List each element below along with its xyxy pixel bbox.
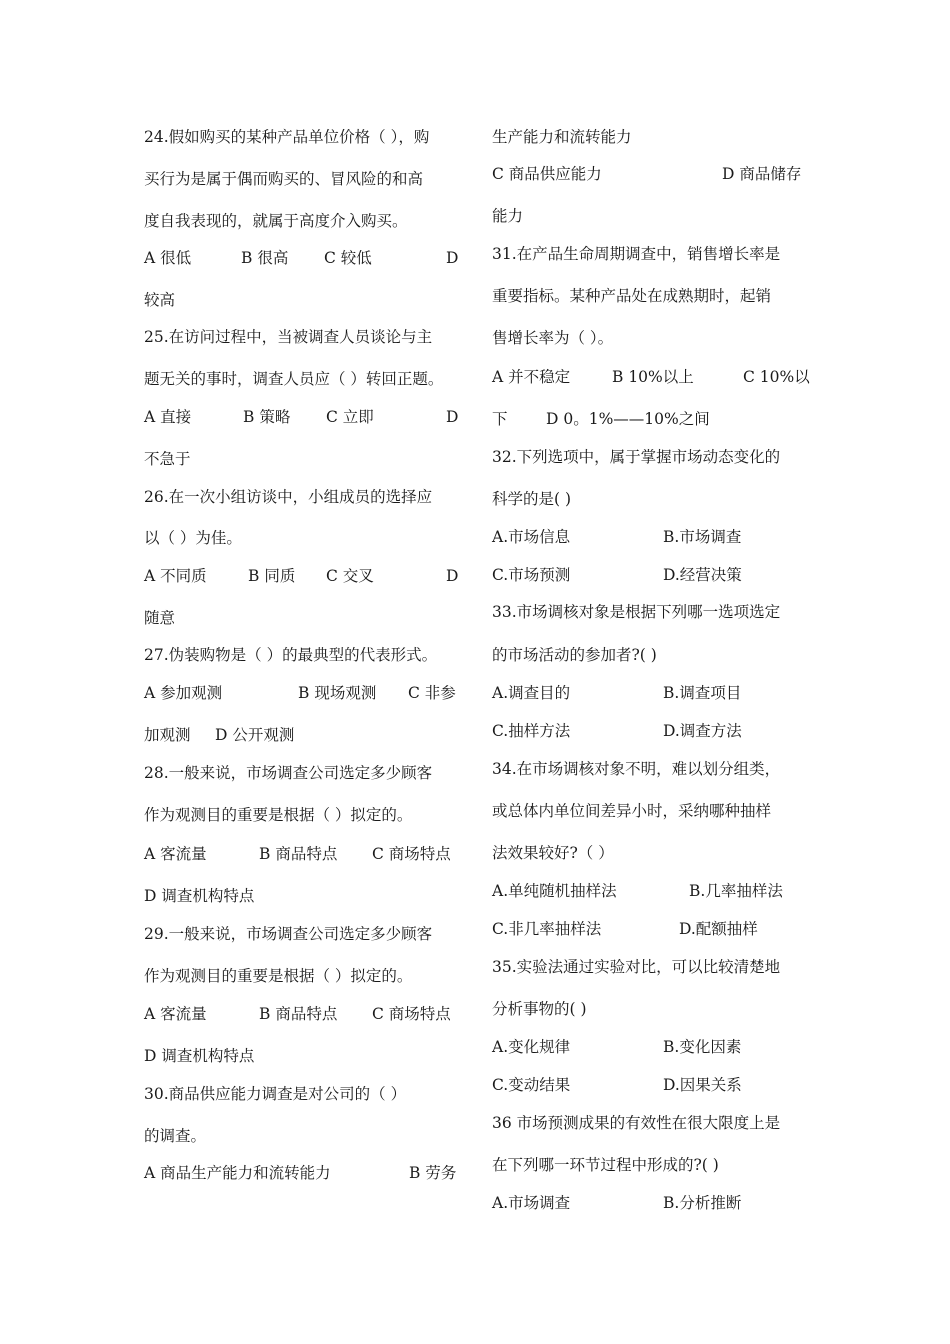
text-line: 科学的是( ) (492, 490, 572, 508)
option: C 10%以 (743, 368, 810, 386)
option: B.几率抽样法 (689, 882, 783, 900)
option: D 0。1%——10%之间 (546, 410, 710, 428)
option: B.调查项目 (663, 684, 742, 702)
text-line: D 调查机构特点 (144, 1047, 255, 1065)
text-line: 的市场活动的参加者?( ) (492, 646, 657, 664)
option: D (446, 408, 459, 426)
option: A.单纯随机抽样法 (492, 882, 617, 900)
option: A.调查目的 (492, 684, 571, 702)
option: A 并不稳定 (492, 368, 571, 386)
text-line: 25.在访问过程中，当被调查人员谈论与主 (144, 328, 433, 346)
option: D.配额抽样 (679, 920, 758, 938)
option: D.因果关系 (663, 1076, 742, 1094)
option: A 参加观测 (144, 684, 223, 702)
option: A 商品生产能力和流转能力 (144, 1164, 331, 1182)
text-line: 作为观测目的重要是根据（ ）拟定的。 (144, 806, 413, 824)
option: C 非参 (408, 684, 456, 702)
option: C.变动结果 (492, 1076, 571, 1094)
text-line: 售增长率为（ ）。 (492, 329, 614, 347)
text-line: 较高 (144, 291, 176, 309)
text-line: 生产能力和流转能力 (492, 128, 632, 146)
text-line: 以（ ）为佳。 (144, 529, 242, 547)
option: C.市场预测 (492, 566, 571, 584)
text-line: 27.伪装购物是（ ）的最典型的代表形式。 (144, 646, 438, 664)
text-line: 26.在一次小组访谈中，小组成员的选择应 (144, 488, 433, 506)
text-line: 作为观测目的重要是根据（ ）拟定的。 (144, 967, 413, 985)
text-line: 不急于 (144, 450, 191, 468)
option: D.经营决策 (663, 566, 742, 584)
option: C 商场特点 (372, 1005, 451, 1023)
text-line: 35.实验法通过实验对比，可以比较清楚地 (492, 958, 781, 976)
option: D 商品储存 (722, 165, 802, 183)
option: C 立即 (326, 408, 374, 426)
option: B 很高 (241, 249, 289, 267)
text-line: D 调查机构特点 (144, 887, 255, 905)
option: A 不同质 (144, 567, 207, 585)
text-line: 31.在产品生命周期调查中，销售增长率是 (492, 245, 781, 263)
text-line: 36 市场预测成果的有效性在很大限度上是 (492, 1114, 781, 1132)
text-line: 随意 (144, 609, 176, 627)
text-line: 33.市场调核对象是根据下列哪一选项选定 (492, 603, 781, 621)
option: A.市场信息 (492, 528, 571, 546)
text-line: 法效果较好?（ ） (492, 844, 614, 862)
text-line: 重要指标。某种产品处在成熟期时，起销 (492, 287, 772, 305)
option: B.市场调查 (663, 528, 742, 546)
text-line: 分析事物的( ) (492, 1000, 587, 1018)
text-line: 的调查。 (144, 1127, 207, 1145)
option: C 商场特点 (372, 845, 451, 863)
option: C 较低 (324, 249, 372, 267)
text-line: 度自我表现的，就属于高度介入购买。 (144, 212, 408, 230)
option: D.调查方法 (663, 722, 742, 740)
text-line: 买行为是属于偶而购买的、冒风险的和高 (144, 170, 424, 188)
option: A 客流量 (144, 1005, 207, 1023)
option: B 策略 (243, 408, 291, 426)
option: B 现场观测 (298, 684, 377, 702)
option: C.非几率抽样法 (492, 920, 602, 938)
option: A.市场调查 (492, 1194, 571, 1212)
option: A 很低 (144, 249, 192, 267)
option: B 劳务 (409, 1164, 457, 1182)
option: B.分析推断 (663, 1194, 742, 1212)
option: D (446, 249, 459, 267)
text-line: 能力 (492, 207, 524, 225)
text-line: 题无关的事时，调查人员应（ ）转回正题。 (144, 370, 444, 388)
option: B.变化因素 (663, 1038, 742, 1056)
option: 下 (492, 410, 508, 428)
option: C 商品供应能力 (492, 165, 602, 183)
option: B 同质 (248, 567, 296, 585)
text-line: 32.下列选项中，属于掌握市场动态变化的 (492, 448, 781, 466)
option: D (446, 567, 459, 585)
text-line: 34.在市场调核对象不明，难以划分组类， (492, 760, 781, 778)
option: C.抽样方法 (492, 722, 571, 740)
option: 加观测 (144, 726, 191, 744)
text-line: 在下列哪一环节过程中形成的?( ) (492, 1156, 719, 1174)
text-line: 30.商品供应能力调查是对公司的（ ） (144, 1085, 407, 1103)
option: B 商品特点 (259, 845, 338, 863)
text-line: 24.假如购买的某种产品单位价格（ ），购 (144, 128, 430, 146)
option: A.变化规律 (492, 1038, 571, 1056)
text-line: 或总体内单位间差异小时，采纳哪种抽样 (492, 802, 772, 820)
text-line: 29.一般来说，市场调查公司选定多少顾客 (144, 925, 433, 943)
option: A 直接 (144, 408, 192, 426)
option: B 10%以上 (612, 368, 694, 386)
option: A 客流量 (144, 845, 207, 863)
text-line: 28.一般来说，市场调查公司选定多少顾客 (144, 764, 433, 782)
option: B 商品特点 (259, 1005, 338, 1023)
option: C 交叉 (326, 567, 374, 585)
option: D 公开观测 (215, 726, 295, 744)
